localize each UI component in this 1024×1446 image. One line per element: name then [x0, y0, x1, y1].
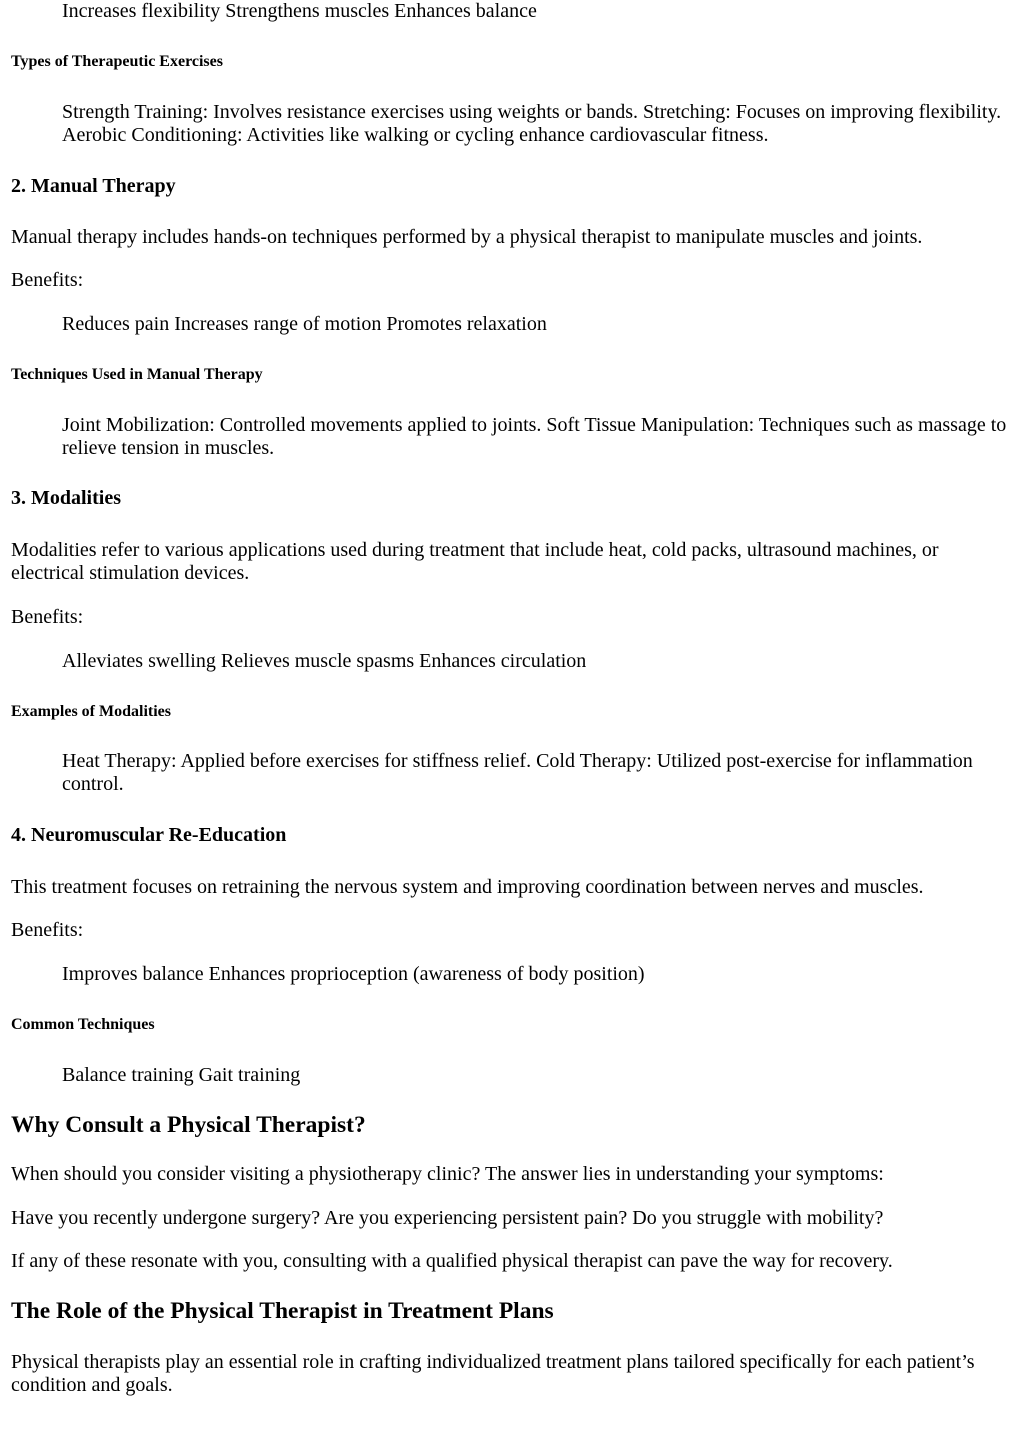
heading-manual-therapy: 2. Manual Therapy	[11, 175, 176, 197]
benefits-list-modalities: Alleviates swelling Relieves muscle spasms Enhances circulation	[62, 650, 587, 672]
heading-modalities: 3. Modalities	[11, 487, 121, 509]
heading-common-techniques: Common Techniques	[11, 1016, 155, 1033]
exercise-types-list: Strength Training: Involves resistance exercises using weights or bands. Stretching: Focuses on improving flexibility. Aerobic Conditioning: Activities like walking or cycling enhance cardiovascular fitness.	[62, 101, 1002, 146]
role-of-therapist-description: Physical therapists play an essential role in crafting individualized treatment plans tailored specifically for each patient’s condition and goals.	[11, 1351, 975, 1396]
modalities-description: Modalities refer to various applications used during treatment that include heat, cold packs, ultrasound machines, or electrical stimulation devices.	[11, 539, 939, 584]
benefits-label-neuromuscular: Benefits:	[11, 919, 84, 941]
benefits-list-manual: Reduces pain Increases range of motion Promotes relaxation	[62, 313, 547, 335]
why-consult-conclusion: If any of these resonate with you, consulting with a qualified physical therapist can pave the way for recovery.	[11, 1250, 893, 1272]
neuromuscular-description: This treatment focuses on retraining the nervous system and improving coordination between nerves and muscles.	[11, 876, 924, 898]
benefits-label-manual: Benefits:	[11, 269, 84, 291]
manual-therapy-description: Manual therapy includes hands-on techniques performed by a physical therapist to manipulate muscles and joints.	[11, 226, 923, 248]
common-techniques-list: Balance training Gait training	[62, 1064, 301, 1086]
why-consult-intro: When should you consider visiting a physiotherapy clinic? The answer lies in understanding your symptoms:	[11, 1163, 884, 1185]
benefits-list-exercise: Increases flexibility Strengthens muscles Enhances balance	[62, 0, 537, 22]
why-consult-questions: Have you recently undergone surgery? Are you experiencing persistent pain? Do you struggle with mobility?	[11, 1207, 884, 1229]
heading-neuromuscular: 4. Neuromuscular Re-Education	[11, 824, 287, 846]
benefits-label-modalities: Benefits:	[11, 606, 84, 628]
benefits-list-neuromuscular: Improves balance Enhances proprioception (awareness of body position)	[62, 963, 645, 985]
heading-why-consult: Why Consult a Physical Therapist?	[11, 1112, 366, 1138]
heading-role-of-therapist: The Role of the Physical Therapist in Treatment Plans	[11, 1298, 554, 1324]
heading-examples-modalities: Examples of Modalities	[11, 703, 171, 720]
heading-types-of-exercises: Types of Therapeutic Exercises	[11, 53, 223, 70]
modalities-examples-list: Heat Therapy: Applied before exercises for stiffness relief. Cold Therapy: Utilized post-exercise for inflammation control.	[62, 750, 973, 795]
heading-manual-techniques: Techniques Used in Manual Therapy	[11, 366, 263, 383]
manual-techniques-list: Joint Mobilization: Controlled movements applied to joints. Soft Tissue Manipulation: Techniques such as massage to relieve tension in muscles.	[62, 414, 1007, 459]
